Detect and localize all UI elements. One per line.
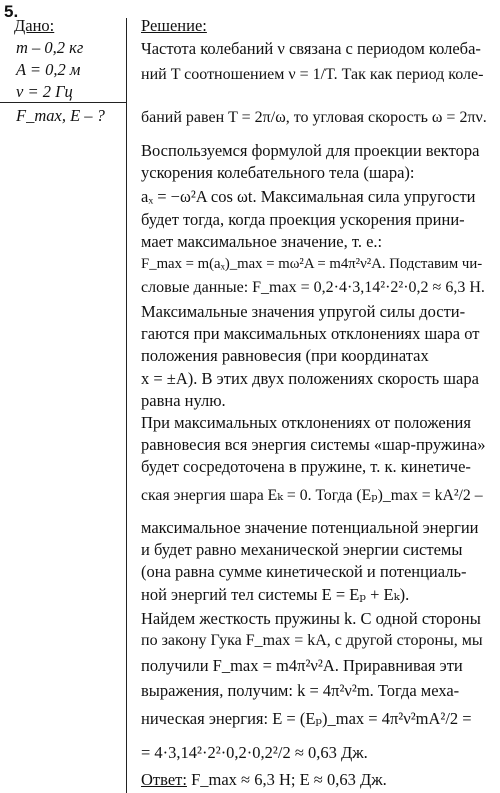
solution-line: F_max = m(aₓ)_max = mω²A = m4π²ν²A. Подставим чи- [141,256,483,272]
solution-line: получили F_max = m4π²ν²A. Приравнивая эти [141,656,463,675]
solution-line: равновесия вся энергия системы «шар-пружина» [141,435,486,454]
solution-line: Максимальные значения упругой силы дости- [141,302,466,321]
solution-line: положения равновесия (при координатах [141,346,429,365]
column-divider [126,18,127,793]
solution-line: ускорения колебательного тела (шара): [141,163,415,182]
solution-line: ническая энергия: E = (Eₚ)_max = 4π²ν²mA²/2 = [141,709,472,728]
solution-line: ская энергия шара Eₖ = 0. Тогда (Eₚ)_max = kA²/2 – [141,487,483,504]
find-line: F_max, E – ? [16,106,105,125]
solution-line: ной энергий тел системы E = Eₚ + Eₖ). [141,585,410,604]
solution-line: = 4·3,14²·2²·0,2·0,2²/2 ≈ 0,63 Дж. [141,743,368,762]
given-divider [0,102,126,103]
solution-title: Решение: [141,16,207,35]
solution-line: баний равен T = 2π/ω, то угловая скорость ω = 2πν. [141,109,487,126]
solution-line: по закону Гука F_max = kA, с другой стороны, мы [141,632,483,649]
solution-line: aₓ = −ω²A cos ωt. Максимальная сила упругости [141,187,476,206]
solution-line: и будет равно механической энергии системы [141,540,463,559]
given-mass: m – 0,2 кг [16,38,84,57]
given-amplitude: A = 0,2 м [16,60,81,79]
solution-line: ний T соотношением ν = 1/T. Так как период коле- [141,66,484,83]
given-title: Дано: [14,16,55,35]
solution-line: Частота колебаний ν связана с периодом колеба- [141,39,481,58]
solution-line: При максимальных отклонениях от положения [141,413,471,432]
answer-label: Ответ: [141,770,187,789]
solution-line: равна нулю. [141,391,226,410]
given-frequency: ν = 2 Гц [16,82,73,101]
answer-text: F_max ≈ 6,3 Н; E ≈ 0,63 Дж. [191,770,387,789]
solution-line: x = ±A). В этих двух положениях скорость шара [141,369,479,388]
problem-number: 5. [4,2,19,21]
solution-line: будет сосредоточена в пружине, т. к. кинетиче- [141,457,471,476]
solution-line: гаются при максимальных отклонениях шара от [141,324,480,343]
solution-line: Воспользуемся формулой для проекции вектора [141,141,480,160]
solution-line: Найдем жесткость пружины k. С одной стороны [141,609,481,628]
solution-line: мает максимальное значение, т. е.: [141,232,383,251]
solution-line: словые данные: F_max = 0,2·4·3,14²·2²·0,2 ≈ 6,3 Н. [141,279,485,296]
solution-line: выражения, получим: k = 4π²ν²m. Тогда меха- [141,681,460,700]
solution-line: будет тогда, когда проекция ускорения прини- [141,210,465,229]
answer-line [141,769,485,790]
solution-line: (она равна сумме кинетической и потенциаль- [141,562,467,581]
solution-line: максимальное значение потенциальной энергии [141,518,479,537]
